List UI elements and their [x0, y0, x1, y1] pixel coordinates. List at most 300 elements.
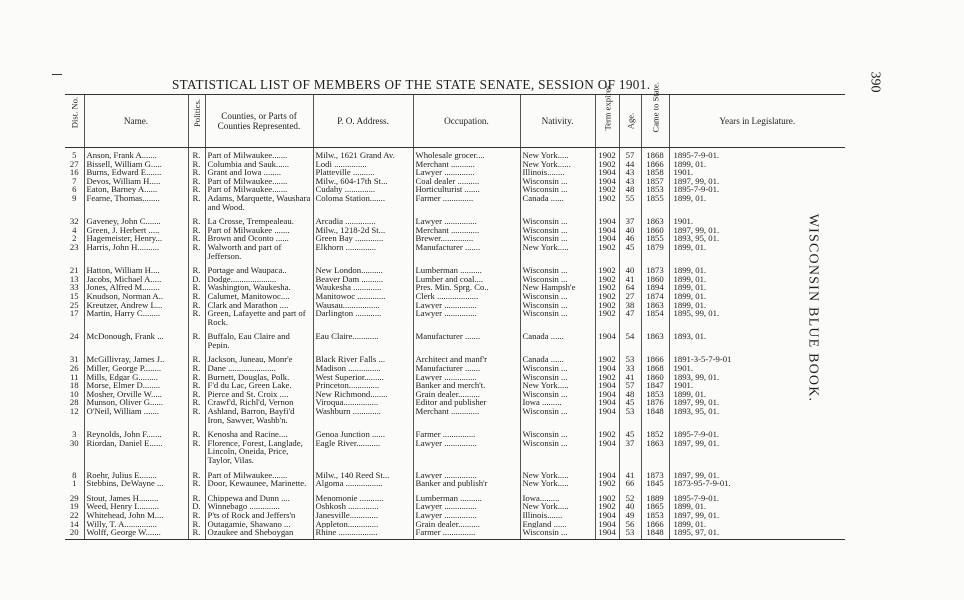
age-cell: 41 — [619, 373, 641, 382]
came-cell: 1860 — [641, 226, 669, 235]
term-cell: 1904 — [595, 439, 619, 465]
politics-cell: R. — [188, 243, 205, 260]
table-row — [65, 479, 845, 488]
term-cell: 1904 — [595, 168, 619, 177]
term-cell: 1904 — [595, 211, 619, 226]
years-cell: 1899, 01. — [669, 243, 845, 260]
nativity-cell: Illinois........ — [520, 168, 595, 177]
table-row — [65, 424, 845, 439]
years-cell: 1899, 01. — [669, 520, 845, 529]
age-cell: 53 — [619, 407, 641, 424]
politics-cell: R. — [188, 465, 205, 480]
name-cell: Anson, Frank A....... — [84, 148, 188, 160]
nativity-cell: Wisconsin ... — [520, 234, 595, 243]
dist-cell: 16 — [69, 168, 79, 177]
politics-cell: R. — [188, 381, 205, 390]
term-cell: 1902 — [595, 373, 619, 382]
nativity-cell: Wisconsin ... — [520, 309, 595, 326]
counties-cell: Green, Lafayette and part of Rock. — [205, 309, 313, 326]
dist-cell: 21 — [69, 265, 79, 275]
came-cell: 1858 — [641, 168, 669, 177]
counties-cell: Part of Milwaukee....... — [205, 185, 313, 194]
age-cell: 41 — [619, 465, 641, 480]
came-cell: 1853 — [641, 390, 669, 399]
politics-cell: R. — [188, 283, 205, 292]
address-cell: Rhine .................. — [313, 528, 413, 539]
came-cell: 1865 — [641, 502, 669, 511]
table-row — [65, 309, 845, 326]
nativity-cell: Iowa......... — [520, 488, 595, 503]
term-cell: 1902 — [595, 243, 619, 260]
dist-cell: 26 — [69, 364, 79, 373]
nativity-cell: New Hampsh'e — [520, 283, 595, 292]
address-cell: Appleton.............. — [313, 520, 413, 529]
name-cell: Harris, John H.......... — [84, 243, 188, 260]
dist-cell: 15 — [69, 291, 79, 301]
politics-cell: R. — [188, 511, 205, 520]
came-cell: 1860 — [641, 275, 669, 284]
came-cell: 1863 — [641, 439, 669, 465]
years-cell: 1899, 01. — [669, 260, 845, 275]
page-title: STATISTICAL LIST OF MEMBERS OF THE STATE SENATE, SESSION OF 1901. — [172, 77, 651, 92]
nativity-cell: New York...... — [520, 160, 595, 169]
counties-cell: Calumet, Manitowoc.... — [205, 292, 313, 301]
politics-cell: R. — [188, 211, 205, 226]
nativity-cell: Wisconsin ... — [520, 424, 595, 439]
table-row — [65, 488, 845, 503]
term-cell: 1904 — [595, 364, 619, 373]
came-cell: 1863 — [641, 301, 669, 310]
age-cell: 52 — [619, 488, 641, 503]
years-cell: 1895-7-9-01. — [669, 185, 845, 194]
nativity-cell: Wisconsin ... — [520, 390, 595, 399]
occupation-cell: Banker and publish'r — [413, 479, 520, 488]
years-cell: 1893, 95, 01. — [669, 234, 845, 243]
table-row — [65, 520, 845, 529]
dist-cell: 18 — [69, 381, 79, 390]
term-cell: 1902 — [595, 292, 619, 301]
term-cell: 1904 — [595, 398, 619, 407]
dist-cell: 9 — [72, 193, 77, 203]
term-cell: 1904 — [595, 407, 619, 424]
age-cell: 44 — [619, 160, 641, 169]
years-cell: 1897, 99, 01. — [669, 398, 845, 407]
occupation-cell: Manufacturer ....... — [413, 243, 520, 260]
occupation-cell: Manufacturer ....... — [413, 326, 520, 349]
came-cell: 1845 — [641, 479, 669, 488]
table-row — [65, 234, 845, 243]
years-cell: 1893, 99, 01. — [669, 373, 845, 382]
age-cell: 43 — [619, 177, 641, 186]
occupation-cell: Grain dealer.......... — [413, 520, 520, 529]
nativity-cell: Wisconsin ... — [520, 528, 595, 539]
counties-cell: Columbia and Sauk...... — [205, 160, 313, 169]
dist-cell: 28 — [69, 398, 79, 408]
name-cell: Hatton, William H.... — [84, 260, 188, 275]
name-cell: Martin, Harry C........ — [84, 309, 188, 326]
nativity-cell: Wisconsin ... — [520, 292, 595, 301]
occupation-cell: Clerk ................... — [413, 292, 520, 301]
table-row — [65, 168, 845, 177]
nativity-cell: Wisconsin ... — [520, 185, 595, 194]
name-cell: McGillivray, James J.. — [84, 349, 188, 364]
dist-cell: 3 — [72, 429, 77, 439]
nativity-cell: Canada ...... — [520, 194, 595, 211]
dist-cell: 22 — [69, 510, 79, 520]
dist-cell: 23 — [69, 242, 79, 252]
table-row — [65, 243, 845, 260]
address-cell: Menomonie ........... — [313, 488, 413, 503]
age-cell: 45 — [619, 398, 641, 407]
col-years: Years in Legislature. — [669, 95, 845, 148]
nativity-cell: England ...... — [520, 520, 595, 529]
page-number: 390 — [867, 71, 883, 93]
nativity-cell: Wisconsin ... — [520, 407, 595, 424]
age-cell: 33 — [619, 364, 641, 373]
politics-cell: R. — [188, 260, 205, 275]
address-cell: Janesville............. — [313, 511, 413, 520]
table-row — [65, 349, 845, 364]
table-row — [65, 407, 845, 424]
politics-cell: R. — [188, 407, 205, 424]
years-cell: 1899, 01. — [669, 194, 845, 211]
nativity-cell: New York..... — [520, 479, 595, 488]
term-cell: 1904 — [595, 381, 619, 390]
term-cell: 1904 — [595, 326, 619, 349]
came-cell: 1853 — [641, 185, 669, 194]
came-cell: 1868 — [641, 148, 669, 160]
counties-cell: Part of Milwaukee....... — [205, 177, 313, 186]
came-cell: 1866 — [641, 349, 669, 364]
came-cell: 1866 — [641, 160, 669, 169]
address-cell: Algoma ................. — [313, 479, 413, 488]
counties-cell: Crawf'd, Richl'd, Vernon — [205, 398, 313, 407]
address-cell: Milw., 1621 Grand Av. — [313, 148, 413, 160]
table-row — [65, 283, 845, 292]
years-cell: 1899, 01. — [669, 502, 845, 511]
table-row — [65, 301, 845, 310]
came-cell: 1874 — [641, 292, 669, 301]
table-row — [65, 326, 845, 349]
nativity-cell: Wisconsin ... — [520, 275, 595, 284]
address-cell: West Superior......... — [313, 373, 413, 382]
counties-cell: Chippewa and Dunn .... — [205, 488, 313, 503]
nativity-cell: Wisconsin ... — [520, 364, 595, 373]
counties-cell: Florence, Forest, Langlade, Lincoln, Oneida, Price, Taylor, Vilas. — [205, 439, 313, 465]
name-cell: McDonough, Frank ... — [84, 326, 188, 349]
address-cell: Milw., 604-17th St... — [313, 177, 413, 186]
dist-cell: 33 — [69, 283, 79, 292]
politics-cell: R. — [188, 488, 205, 503]
years-cell: 1899, 01. — [669, 301, 845, 310]
counties-cell: Dane ...................... — [205, 364, 313, 373]
counties-cell: Winnebago .............. — [205, 502, 313, 511]
occupation-cell: Editor and publisher — [413, 398, 520, 407]
name-cell: Reynolds, John F....... — [84, 424, 188, 439]
age-cell: 56 — [619, 520, 641, 529]
politics-cell: R. — [188, 168, 205, 177]
years-cell: 1897, 99, 01. — [669, 465, 845, 480]
politics-cell: R. — [188, 292, 205, 301]
occupation-cell: Merchant ........... — [413, 160, 520, 169]
nativity-cell: New York..... — [520, 381, 595, 390]
dist-cell: 14 — [69, 519, 79, 529]
politics-cell: R. — [188, 528, 205, 539]
occupation-cell: Brewer............... — [413, 234, 520, 243]
table-row — [65, 185, 845, 194]
dist-cell: 1 — [72, 479, 77, 488]
occupation-cell: Lawyer ............... — [413, 211, 520, 226]
age-cell: 40 — [619, 226, 641, 235]
table-row — [65, 292, 845, 301]
occupation-cell: Lawyer ............... — [413, 502, 520, 511]
address-cell: Washburn ............. — [313, 407, 413, 424]
years-cell: 1897, 99, 01. — [669, 511, 845, 520]
name-cell: Weed, Henry I.......... — [84, 502, 188, 511]
age-cell: 66 — [619, 479, 641, 488]
table-row — [65, 511, 845, 520]
age-cell: 64 — [619, 283, 641, 292]
counties-cell: Kenosha and Racine.... — [205, 424, 313, 439]
occupation-cell: Lawyer ............... — [413, 465, 520, 480]
occupation-cell: Pres. Min. Sprg. Co.. — [413, 283, 520, 292]
name-cell: Gaveney, John C....... — [84, 211, 188, 226]
age-cell: 38 — [619, 301, 641, 310]
address-cell: Eau Claire............ — [313, 326, 413, 349]
counties-cell: Portage and Waupaca.. — [205, 260, 313, 275]
table-row — [65, 211, 845, 226]
col-age: Age. — [619, 95, 641, 148]
age-cell: 47 — [619, 309, 641, 326]
name-cell: Wolff, George W....... — [84, 528, 188, 539]
counties-cell: Burnett, Douglas, Polk. — [205, 373, 313, 382]
came-cell: 1852 — [641, 424, 669, 439]
address-cell: Platteville .......... — [313, 168, 413, 177]
dist-cell: 11 — [70, 372, 79, 382]
politics-cell: R. — [188, 185, 205, 194]
years-cell: 1895-7-9-01. — [669, 148, 845, 160]
nativity-cell: New York..... — [520, 465, 595, 480]
address-cell: Waukesha ............. — [313, 283, 413, 292]
address-cell: Darlington ............ — [313, 309, 413, 326]
politics-cell: R. — [188, 520, 205, 529]
occupation-cell: Lawyer ............... — [413, 511, 520, 520]
counties-cell: Walworth and part of Jefferson. — [205, 243, 313, 260]
years-cell: 1901. — [669, 168, 845, 177]
term-cell: 1902 — [595, 148, 619, 160]
table-row — [65, 148, 845, 160]
address-cell: Oshkosh .............. — [313, 502, 413, 511]
counties-cell: Grant and Iowa ........ — [205, 168, 313, 177]
name-cell: Whitehead, John M.... — [84, 511, 188, 520]
name-cell: Hagemeister, Henry... — [84, 234, 188, 243]
address-cell: Princeton.............. — [313, 381, 413, 390]
table-row — [65, 194, 845, 211]
term-cell: 1904 — [595, 511, 619, 520]
term-cell: 1904 — [595, 234, 619, 243]
name-cell: Jacobs, Michael A..... — [84, 275, 188, 284]
came-cell: 1868 — [641, 364, 669, 373]
table-row — [65, 439, 845, 465]
term-cell: 1904 — [595, 520, 619, 529]
politics-cell: R. — [188, 160, 205, 169]
occupation-cell: Farmer ............... — [413, 528, 520, 539]
running-head: WISCONSIN BLUE BOOK. — [805, 213, 821, 403]
age-cell: 27 — [619, 292, 641, 301]
term-cell: 1902 — [595, 479, 619, 488]
counties-cell: Dodge..................... — [205, 275, 313, 284]
name-cell: Fearne, Thomas........ — [84, 194, 188, 211]
address-cell: Lodi ............... — [313, 160, 413, 169]
age-cell: 55 — [619, 194, 641, 211]
dist-cell: 19 — [69, 502, 79, 511]
came-cell: 1860 — [641, 373, 669, 382]
col-occupation: Occupation. — [413, 95, 520, 148]
age-cell: 57 — [619, 381, 641, 390]
occupation-cell: Lumber and coal.... — [413, 275, 520, 284]
table-row — [65, 177, 845, 186]
name-cell: Morse, Elmer D........ — [84, 381, 188, 390]
table-row — [65, 381, 845, 390]
politics-cell: R. — [188, 194, 205, 211]
years-cell: 1901. — [669, 364, 845, 373]
term-cell: 1902 — [595, 309, 619, 326]
age-cell: 54 — [619, 326, 641, 349]
politics-cell: R. — [188, 364, 205, 373]
age-cell: 37 — [619, 439, 641, 465]
col-nativity: Nativity. — [520, 95, 595, 148]
table-row — [65, 398, 845, 407]
nativity-cell: New York..... — [520, 243, 595, 260]
table-row — [65, 390, 845, 399]
name-cell: Roehr, Julius E........ — [84, 465, 188, 480]
table-row — [65, 364, 845, 373]
table-row — [65, 260, 845, 275]
dist-cell: 10 — [69, 389, 79, 399]
nativity-cell: Wisconsin ... — [520, 226, 595, 235]
dist-cell: 27 — [69, 159, 79, 169]
came-cell: 1889 — [641, 488, 669, 503]
address-cell: Coloma Station....... — [313, 194, 413, 211]
name-cell: Stout, James H......... — [84, 488, 188, 503]
years-cell: 1893, 01. — [669, 326, 845, 349]
occupation-cell: Lawyer ............... — [413, 301, 520, 310]
name-cell: Mills, Edgar G......... — [84, 373, 188, 382]
came-cell: 1847 — [641, 381, 669, 390]
counties-cell: Brown and Oconto ...... — [205, 234, 313, 243]
occupation-cell: Horticulturist ....... — [413, 185, 520, 194]
address-cell: Green Bay ............. — [313, 234, 413, 243]
name-cell: Mosher, Orville W..... — [84, 390, 188, 399]
name-cell: Riordan, Daniel E...... — [84, 439, 188, 465]
nativity-cell: Canada ...... — [520, 326, 595, 349]
age-cell: 53 — [619, 528, 641, 539]
nativity-cell: Canada ...... — [520, 349, 595, 364]
came-cell: 1894 — [641, 283, 669, 292]
dist-cell: 17 — [69, 309, 79, 319]
politics-cell: R. — [188, 424, 205, 439]
counties-cell: Outagamie, Shawano ... — [205, 520, 313, 529]
came-cell: 1848 — [641, 407, 669, 424]
dist-cell: 30 — [69, 438, 79, 448]
dist-cell: 6 — [72, 185, 77, 194]
occupation-cell: Merchant ............. — [413, 407, 520, 424]
term-cell: 1902 — [595, 349, 619, 364]
age-cell: 43 — [619, 168, 641, 177]
nativity-cell: Illinois....... — [520, 511, 595, 520]
occupation-cell: Lawyer ............... — [413, 309, 520, 326]
name-cell: Willy, T. A............... — [84, 520, 188, 529]
occupation-cell: Banker and merch't. — [413, 381, 520, 390]
counties-cell: Door, Kewaunee, Marinette. — [205, 479, 313, 488]
occupation-cell: Manufacturer ....... — [413, 364, 520, 373]
term-cell: 1902 — [595, 283, 619, 292]
name-cell: Jones, Alfred M........ — [84, 283, 188, 292]
dist-cell: 20 — [65, 528, 84, 539]
came-cell: 1873 — [641, 260, 669, 275]
counties-cell: F'd du Lac, Green Lake. — [205, 381, 313, 390]
counties-cell: Jackson, Juneau, Monr'e — [205, 349, 313, 364]
age-cell: 48 — [619, 390, 641, 399]
came-cell: 1848 — [641, 528, 669, 539]
address-cell: Wausau................. — [313, 301, 413, 310]
counties-cell: P'ts of Rock and Jeffers'n — [205, 511, 313, 520]
table-row — [65, 226, 845, 235]
address-cell: Madison ............... — [313, 364, 413, 373]
years-cell: 1895, 99, 01. — [669, 309, 845, 326]
name-cell: Knudson, Norman A.. — [84, 292, 188, 301]
dist-cell: 2 — [72, 234, 77, 243]
age-cell: 40 — [619, 502, 641, 511]
margin-dash — [52, 74, 62, 75]
years-cell: 1899, 01. — [669, 283, 845, 292]
address-cell: New Richmond........ — [313, 390, 413, 399]
occupation-cell: Lawyer ............... — [413, 439, 520, 465]
age-cell: 45 — [619, 243, 641, 260]
term-cell: 1902 — [595, 160, 619, 169]
years-cell: 1893, 95, 01. — [669, 407, 845, 424]
dist-cell: 31 — [69, 354, 79, 365]
came-cell: 1855 — [641, 234, 669, 243]
term-cell: 1904 — [595, 528, 619, 539]
politics-cell: R. — [188, 439, 205, 465]
dist-cell: 24 — [69, 331, 79, 342]
occupation-cell: Wholesale grocer.... — [413, 148, 520, 160]
years-cell: 1873-95-7-9-01. — [669, 479, 845, 488]
age-cell: 41 — [619, 275, 641, 284]
term-cell: 1904 — [595, 390, 619, 399]
dist-cell: 29 — [69, 492, 79, 503]
years-cell: 1901. — [669, 381, 845, 390]
address-cell: New London.......... — [313, 260, 413, 275]
term-cell: 1902 — [595, 424, 619, 439]
years-cell: 1897, 99, 01. — [669, 177, 845, 186]
name-cell: Miller, George P........ — [84, 364, 188, 373]
dist-cell: 5 — [72, 150, 77, 160]
nativity-cell: Wisconsin ... — [520, 211, 595, 226]
years-cell: 1895-7-9-01. — [669, 488, 845, 503]
col-came: Came to State. — [641, 95, 669, 148]
counties-cell: Part of Milwaukee....... — [205, 148, 313, 160]
nativity-cell: Wisconsin ... — [520, 439, 595, 465]
term-cell: 1902 — [595, 502, 619, 511]
address-cell: Black River Falls ... — [313, 349, 413, 364]
came-cell: 1863 — [641, 211, 669, 226]
name-cell: O'Neil, William ....... — [84, 407, 188, 424]
years-cell: 1895-7-9-01. — [669, 424, 845, 439]
age-cell: 46 — [619, 234, 641, 243]
counties-cell: Clark and Marathon .... — [205, 301, 313, 310]
